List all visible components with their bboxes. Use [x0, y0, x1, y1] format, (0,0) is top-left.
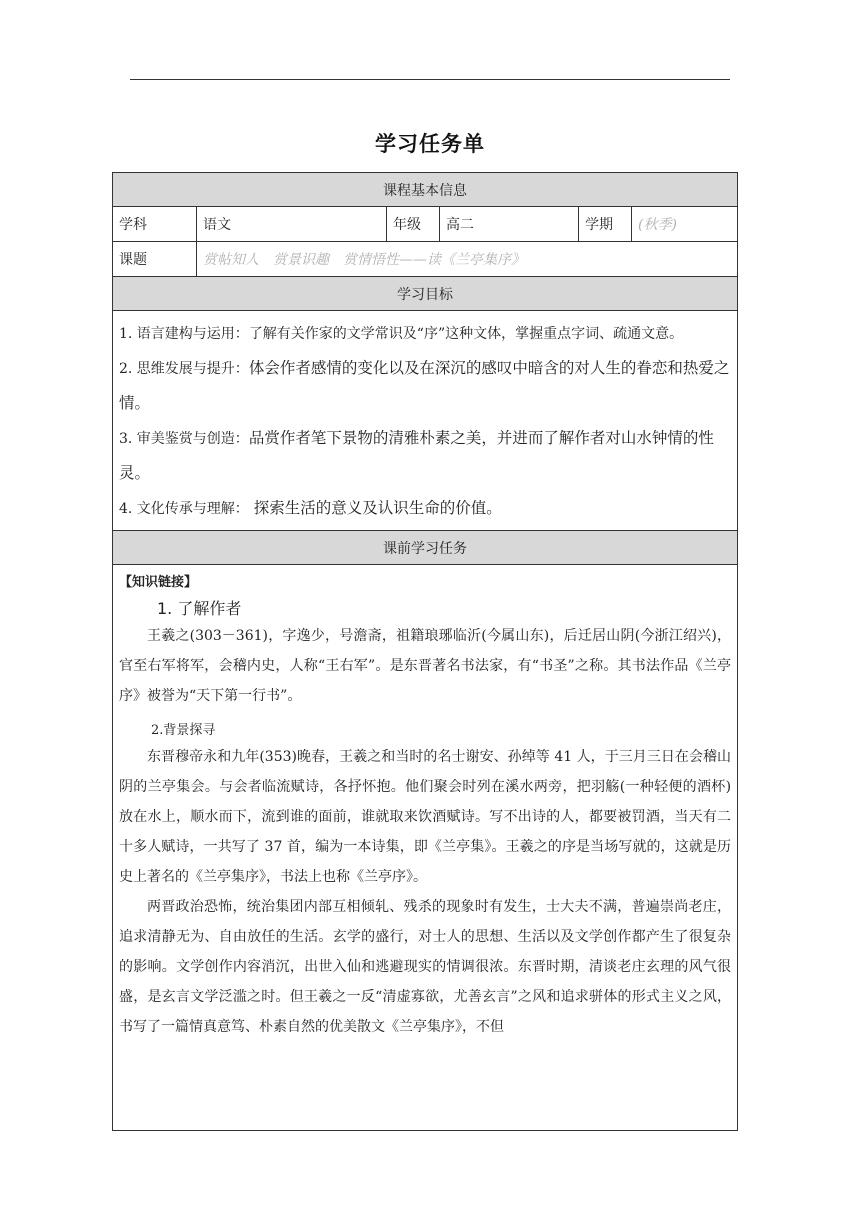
subject-value: 语文 — [197, 207, 387, 242]
objective-prefix: 3. 审美鉴赏与创造： — [119, 431, 249, 447]
objective-text: 了解有关作家的文学常识及“序”这种文体，掌握重点字词、疏通文意。 — [248, 326, 684, 342]
objective-item — [119, 351, 731, 421]
objective-item — [119, 421, 731, 491]
course-info-header: 课程基本信息 — [113, 173, 738, 207]
topic-value: 赏帖知人 赏景识趣 赏情悟性——读《兰亭集序》 — [197, 242, 738, 277]
knowledge-link-heading: 【知识链接】 — [119, 575, 198, 590]
grade-label: 年级 — [387, 207, 440, 242]
objective-text: 品赏作者笔下景物的清雅朴素之美，并进而了解作者对山水钟情的性灵。 — [119, 429, 714, 482]
pre-class-header: 课前学习任务 — [113, 531, 738, 565]
objectives-header: 学习目标 — [113, 277, 738, 311]
term-value: (秋季) — [632, 207, 738, 242]
subject-label: 学科 — [113, 207, 197, 242]
grade-value: 高二 — [440, 207, 579, 242]
author-paragraph: 王羲之(303－361)，字逸少，号澹斋，祖籍琅琊临沂(今属山东)，后迁居山阴(今浙江绍兴)，官至右军将军，会稽内史，人称“王右军”。是东晋著名书法家，有“书圣”之称。其书法作品《兰亭序》被誉为“天下第一行书”。 — [119, 628, 732, 704]
objective-text: 探索生活的意义及认识生命的价值。 — [248, 499, 502, 517]
background-heading: 2.背景探寻 — [151, 723, 216, 738]
document-title: 学习任务单 — [375, 132, 485, 156]
author-heading: 1. 了解作者 — [157, 599, 242, 618]
header-rule — [130, 79, 730, 80]
background-paragraph-2: 两晋政治恐怖，统治集团内部互相倾轧、残杀的现象时有发生，士大夫不满，普遍崇尚老庄，追求清静无为、自由放任的生活。玄学的盛行，对士人的思想、生活以及文学创作都产生了很复杂的影响。文学创作内容消沉，出世入仙和逃避现实的情调很浓。东晋时期，清谈老庄玄理的风气很盛，是玄言文学泛滥之时。但王羲之一反“清虚寡欲，尤善玄言”之风和追求骈体的形式主义之风，书写了一篇情真意笃、朴素自然的优美散文《兰亭集序》，不但 — [119, 899, 732, 1035]
task-sheet-table — [112, 172, 738, 1131]
objective-prefix: 1. 语言建构与运用： — [119, 326, 249, 342]
background-paragraph-1: 东晋穆帝永和九年(353)晚春，王羲之和当时的名士谢安、孙绰等 41 人，于三月三日在会稽山阴的兰亭集会。与会者临流赋诗，各抒怀抱。他们聚会时列在溪水两旁，把羽觞(一种轻便的酒杯)放在水上，顺水而下，流到谁的面前，谁就取来饮酒赋诗。写不出诗的人，都要被罚酒，当天有二十多人赋诗，一共写了 37 首，编为一本诗集，即《兰亭集》。王羲之的序是当场写就的，这就是历史上著名的《兰亭集序》，书法上也称《兰亭序》。 — [119, 749, 732, 885]
objectives-list — [113, 311, 738, 531]
term-label: 学期 — [579, 207, 632, 242]
objective-prefix: 4. 文化传承与理解： — [119, 501, 249, 517]
topic-label: 课题 — [113, 242, 197, 277]
pre-class-content — [113, 565, 738, 1131]
objective-text: 体会作者感情的变化以及在深沉的感叹中暗含的对人生的眷恋和热爱之情。 — [119, 359, 730, 412]
objective-item — [119, 491, 731, 526]
objective-item — [119, 317, 731, 351]
objective-prefix: 2. 思维发展与提升： — [119, 361, 249, 377]
